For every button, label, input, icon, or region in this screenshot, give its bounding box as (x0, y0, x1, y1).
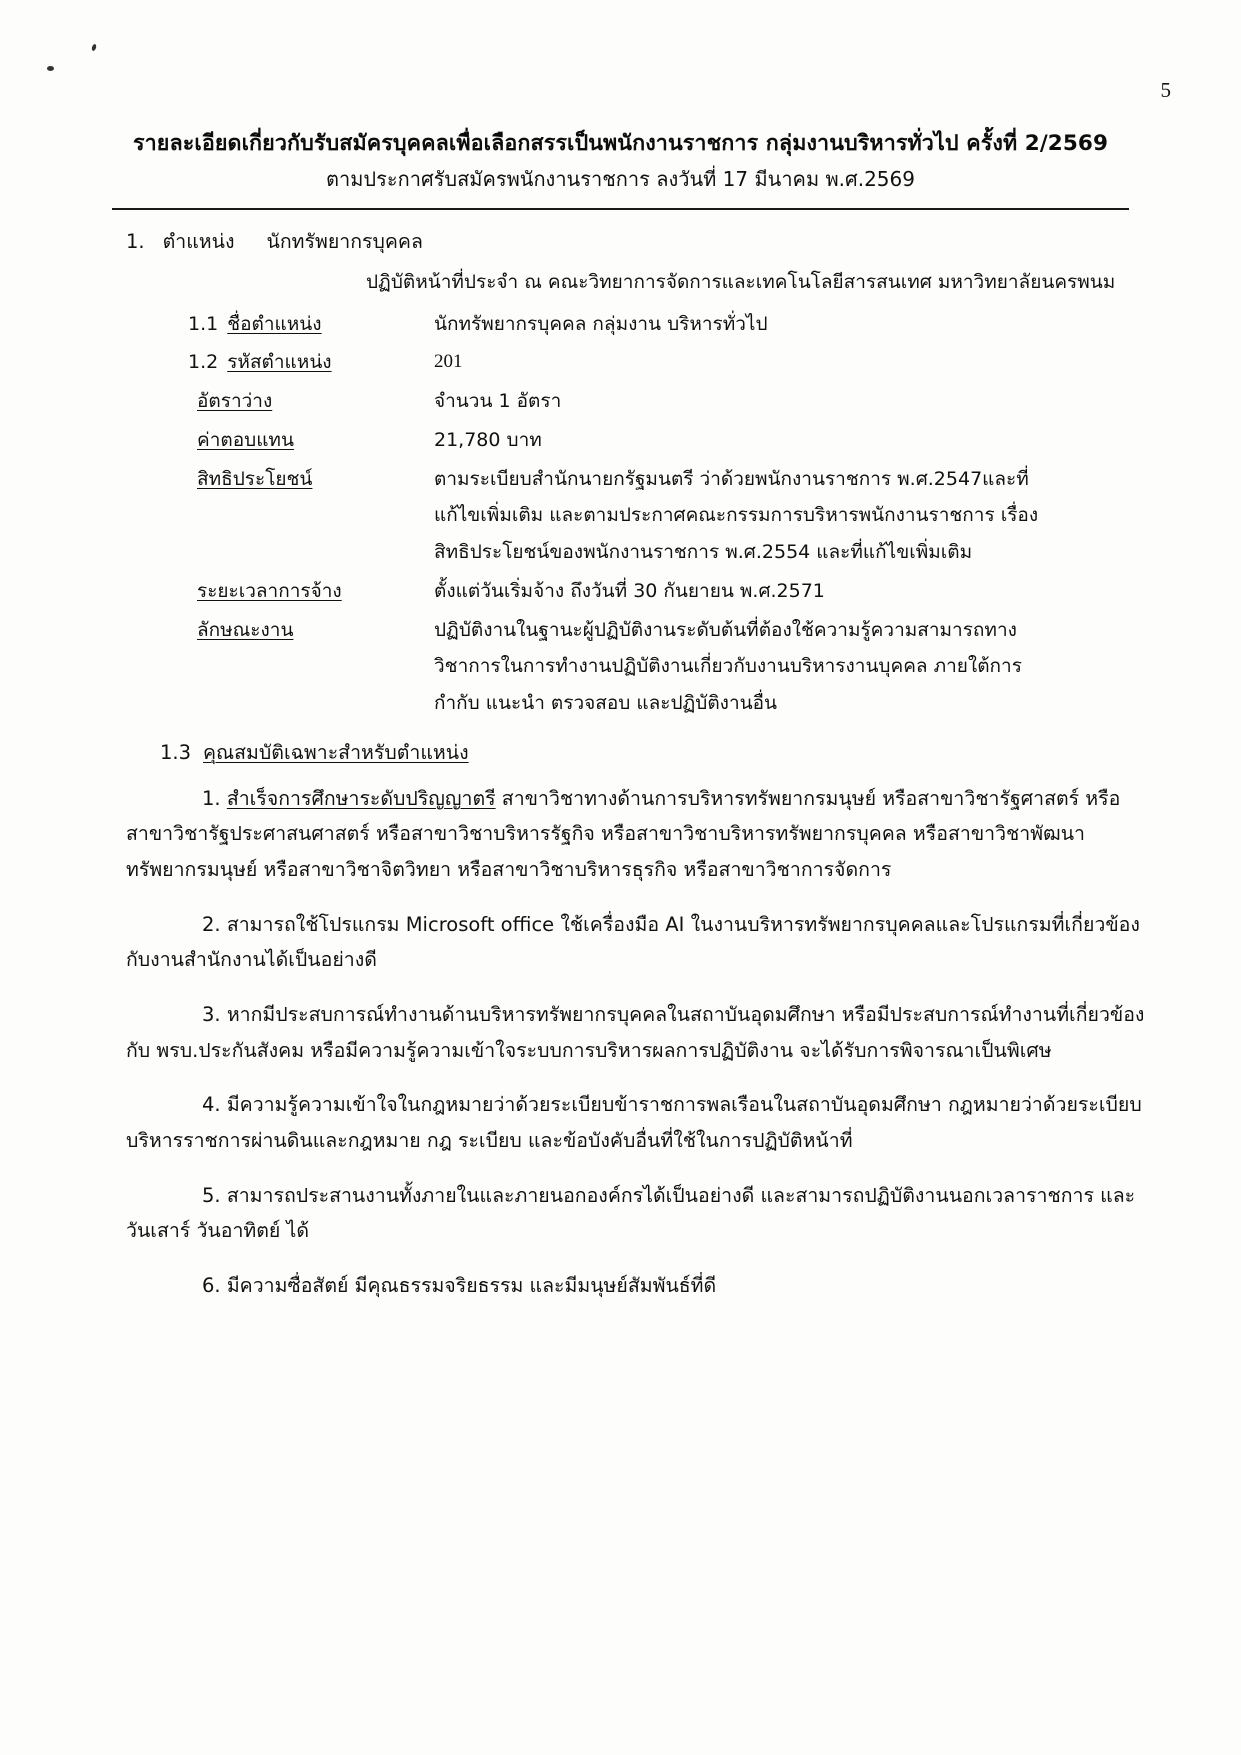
scan-artifact-speck (91, 44, 97, 52)
section-1-value: นักทรัพยากรบุคคล (266, 230, 423, 254)
detail-value-line: วิชาการในการทำงานปฏิบัติงานเกี่ยวกับงานบริหารงานบุคคล ภายใต้การ (434, 655, 1022, 678)
page-number: 5 (1160, 78, 1171, 102)
document-subtitle: ตามประกาศรับสมัครพนักงานราชการ ลงวันที่ 17 มีนาคม พ.ศ.2569 (326, 167, 915, 192)
document-body (0, 128, 1241, 1323)
detail-value (434, 347, 1145, 378)
subsection-1-3-number: 1.3 (160, 741, 192, 765)
detail-row (188, 386, 1145, 417)
section-1-label: ตำแหน่ง (162, 230, 235, 254)
detail-value-line: จำนวน 1 อัตรา (434, 390, 562, 413)
detail-value (434, 615, 1145, 719)
detail-row (188, 347, 1145, 378)
detail-row (188, 576, 1145, 607)
qualification-text: สามารถใช้โปรแกรม Microsoft office ใช้เครื่องมือ AI ในงานบริหารทรัพยากรบุคคลและโปรแกรมที่เกี่ยวข้องกับงานสำนักงานได้เป็นอย่างดี (126, 912, 1140, 972)
detail-value-line: ตามระเบียบสำนักนายกรัฐมนตรี ว่าด้วยพนักงานราชการ พ.ศ.2547และที่ (434, 467, 1029, 490)
detail-key (188, 576, 434, 607)
detail-key-label: ค่าตอบแทน (197, 428, 294, 451)
qualification-text: มีความซื่อสัตย์ มีคุณธรรมจริยธรรม และมีมนุษย์สัมพันธ์ที่ดี (226, 1274, 717, 1298)
detail-value-line: แก้ไขเพิ่มเติม และตามประกาศคณะกรรมการบริหารพนักงานราชการ เรื่อง (434, 504, 1039, 527)
detail-key (188, 425, 434, 456)
document-content (0, 210, 1241, 1304)
detail-row (188, 309, 1145, 340)
qualification-number: 5. (202, 1183, 221, 1207)
detail-value (434, 425, 1145, 456)
detail-value-line: สิทธิประโยชน์ของพนักงานราชการ พ.ศ.2554 และที่แก้ไขเพิ่มเติม (434, 541, 973, 564)
qualification-text: สาขาวิชาทางด้านการบริหารทรัพยากรมนุษย์ หรือสาขาวิชารัฐศาสตร์ หรือสาขาวิชารัฐประศาสนศาสตร์ หรือสาขาวิชาบริหารรัฐกิจ หรือสาขาวิชาบริหารทรัพยากรบุคคล หรือสาขาวิชาพัฒนาทรัพยากรมนุษย์ หรือสาขาวิชาจิตวิทยา หรือสาขาวิชาบริหารธุรกิจ หรือสาขาวิชาการจัดการ (126, 786, 1121, 881)
document-title: รายละเอียดเกี่ยวกับรับสมัครบุคคลเพื่อเลือกสรรเป็นพนักงานราชการ กลุ่มงานบริหารทั่วไป ครั้งที่ 2/2569 (132, 131, 1109, 156)
detail-key-label: ชื่อตำแหน่ง (227, 312, 322, 335)
detail-key (188, 386, 434, 417)
detail-value-line: ปฏิบัติงานในฐานะผู้ปฏิบัติงานระดับต้นที่ต้องใช้ความรู้ความสามารถทาง (434, 618, 1017, 641)
qualification-text: สามารถประสานงานทั้งภายในและภายนอกองค์กรได้เป็นอย่างดี และสามารถปฏิบัติงานนอกเวลาราชการ และวันเสาร์ วันอาทิตย์ ได้ (126, 1183, 1136, 1243)
qualification-number: 6. (202, 1274, 221, 1298)
detail-value-line: ตั้งแต่วันเริ่มจ้าง ถึงวันที่ 30 กันยายน พ.ศ.2571 (434, 579, 825, 602)
qualification-item (126, 1087, 1145, 1158)
detail-key (188, 464, 434, 495)
qualification-text: หากมีประสบการณ์ทำงานด้านบริหารทรัพยากรบุคคลในสถาบันอุดมศึกษา หรือมีประสบการณ์ทำงานที่เกี่ยวข้องกับ พรบ.ประกันสังคม หรือมีความรู้ความเข้าใจระบบการบริหารผลการปฏิบัติงาน จะได้รับการพิจารณาเป็นพิเศษ (126, 1003, 1145, 1062)
qualification-number: 2. (202, 912, 221, 936)
detail-key (188, 615, 434, 646)
detail-key (188, 347, 434, 378)
detail-key-label: รหัสตำแหน่ง (227, 351, 332, 374)
detail-value-line: 201 (434, 351, 463, 373)
qualification-item (126, 997, 1145, 1068)
assignment-line: ปฏิบัติหน้าที่ประจำ ณ คณะวิทยาการจัดการและเทคโนโลยีสารสนเทศ มหาวิทยาลัยนครพนม (366, 270, 1116, 293)
detail-row (188, 615, 1145, 719)
qualification-item (126, 1178, 1145, 1249)
section-1-number: 1. (126, 230, 145, 254)
qualification-number: 1. (202, 786, 221, 810)
detail-key-label: ระยะเวลาการจ้าง (197, 579, 342, 602)
qualification-list (126, 781, 1145, 1304)
detail-value-line: 21,780 บาท (434, 428, 542, 451)
subsection-1-3-heading (126, 737, 1145, 769)
qualification-number: 3. (202, 1003, 221, 1027)
detail-value-line: นักทรัพยากรบุคคล กลุ่มงาน บริหารทั่วไป (434, 312, 768, 335)
detail-value (434, 386, 1145, 417)
qualification-item (126, 781, 1145, 887)
scan-artifact-speck (47, 66, 54, 71)
detail-value (434, 309, 1145, 340)
position-details-table (126, 309, 1145, 719)
qualification-number: 4. (202, 1093, 221, 1117)
detail-number: 1.1 (188, 312, 219, 335)
qualification-underlined-text: สำเร็จการศึกษาระดับปริญญาตรี (226, 786, 496, 810)
subsection-1-3-label: คุณสมบัติเฉพาะสำหรับตำแหน่ง (203, 741, 469, 765)
detail-key-label: สิทธิประโยชน์ (197, 467, 313, 490)
detail-row (188, 425, 1145, 456)
detail-key-label: อัตราว่าง (197, 390, 273, 413)
document-title-block (0, 128, 1241, 194)
detail-value (434, 576, 1145, 607)
detail-key-label: ลักษณะงาน (197, 618, 294, 641)
qualification-item (126, 907, 1145, 978)
detail-key (188, 309, 434, 340)
detail-value-line: กำกับ แนะนำ ตรวจสอบ และปฏิบัติงานอื่น (434, 692, 778, 715)
section-1-heading (126, 226, 1145, 258)
qualification-item (126, 1268, 1145, 1303)
qualification-text: มีความรู้ความเข้าใจในกฎหมายว่าด้วยระเบียบข้าราชการพลเรือนในสถาบันอุดมศึกษา กฎหมายว่าด้วยระเบียบบริหารราชการผ่านดินและกฎหมาย กฎ ระเบียบ และข้อบังคับอื่นที่ใช้ในการปฏิบัติหน้าที่ (126, 1093, 1142, 1152)
detail-value (434, 464, 1145, 568)
detail-row (188, 464, 1145, 568)
detail-number: 1.2 (188, 351, 219, 374)
